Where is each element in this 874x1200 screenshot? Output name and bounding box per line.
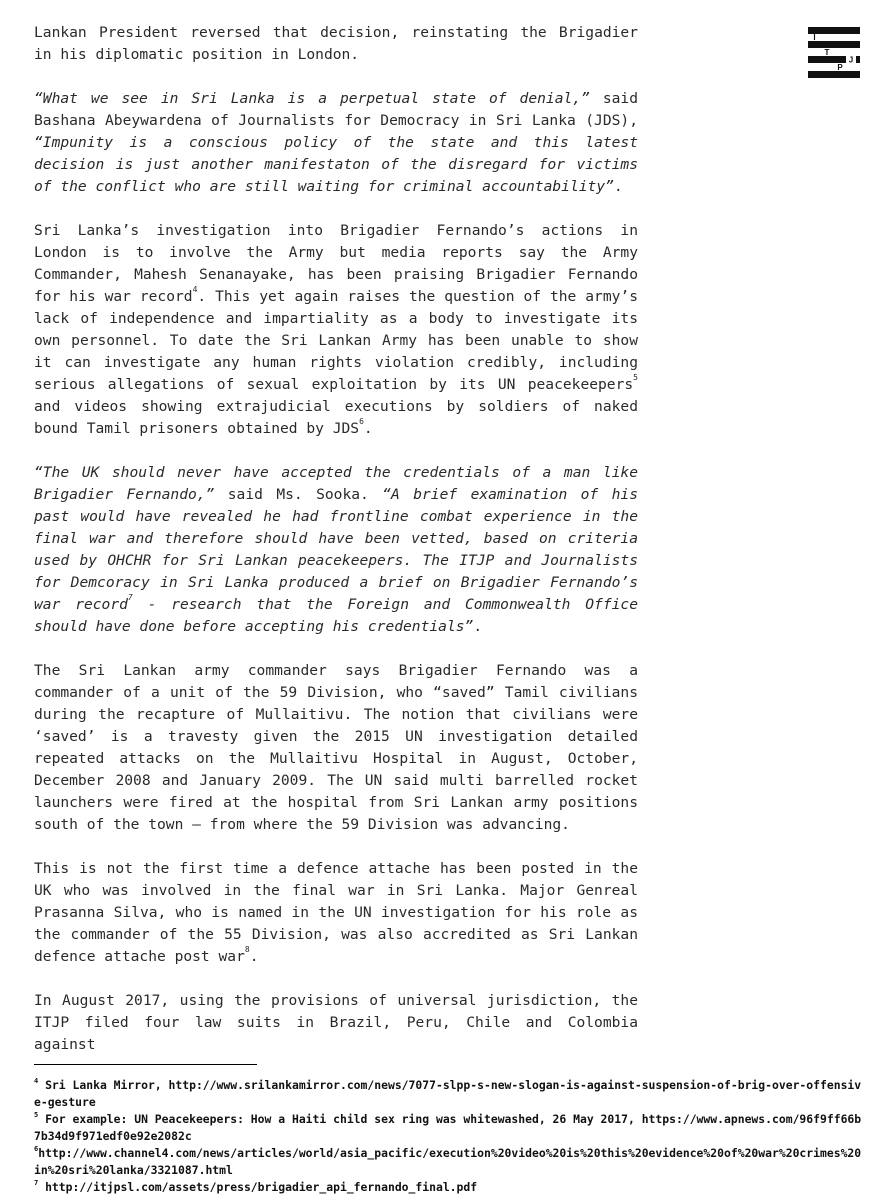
footnote-ref[interactable]: 6 <box>359 417 364 426</box>
footnote-ref[interactable]: 7 <box>127 593 133 602</box>
logo-letter-j: J <box>848 55 854 65</box>
punct: . <box>613 178 623 195</box>
paragraph-3 <box>34 220 638 440</box>
text-run: . This yet again raises the question of the army’s lack of independence and impartiality as a body to investigate its own personnel. To date the Sri Lankan Army has been unable to show it can investigate any human rights violation credibly, including serious allegations of sexual exploitation by its UN peacekeepers <box>34 288 638 393</box>
footnotes <box>34 1064 864 1196</box>
paragraph-5: The Sri Lankan army commander says Brigadier Fernando was a commander of a unit of the 59 Division, who “saved” Tamil civilians during the recapture of Mullaitivu. The notion that civilians were ‘saved’ is a travesty given the 2015 UN investigation detailed repeated attacks on the Mullaitivu Hospital in August, October, December 2008 and January 2009. The UN said multi barrelled rocket launchers were fired at the hospital from Sri Lankan army positions south of the town – from where the 59 Division was advancing. <box>34 662 638 833</box>
paragraph-4 <box>34 462 638 638</box>
footnote-number: 6 <box>34 1145 39 1153</box>
footnote-6[interactable] <box>34 1145 864 1179</box>
itjp-logo <box>808 27 860 79</box>
attribution: said Bashana Abeywardena of Journalists for Democracy in Sri Lanka (JDS), <box>34 90 638 129</box>
paragraph-6 <box>34 858 638 968</box>
quote: “The UK should never have accepted the credentials of a man like Brigadier Fernando,” <box>34 464 638 503</box>
footnote-text: Sri Lanka Mirror, http://www.srilankamirror.com/news/7077-slpp-s-new-slogan-is-against-suspension-of-brig-over-offensive-gesture <box>34 1078 862 1109</box>
footnote-4[interactable] <box>34 1077 864 1111</box>
quote: “Impunity is a conscious policy of the state and this latest decision is just another manifestaton of the disregard for victims of the conflict who are still waiting for criminal accountability” <box>34 134 638 195</box>
footnote-5[interactable] <box>34 1111 864 1145</box>
quote: “A brief examination of his past would have revealed he had frontline combat experience in the final war and therefore should have been vetted, based on criteria used by OHCHR for Sri Lankan peacekeepers. The ITJP and Journalists for Demcoracy in Sri Lanka produced a brief on Brigadier Fernando’s war record <box>34 486 638 613</box>
quote: - research that the Foreign and Commonwealth Office should have done before accepting his credentials” <box>34 596 638 635</box>
footnote-7[interactable] <box>34 1179 864 1196</box>
text-run: Sri Lanka’s investigation into Brigadier Fernando’s actions in London is to involve the Army but media reports say the Army Commander, Mahesh Senanayake, has been praising Brigadier Fernando for his war record <box>34 222 638 305</box>
quote: “What we see in Sri Lanka is a perpetual state of denial,” <box>34 90 590 107</box>
logo-letter-t: T <box>824 48 830 57</box>
text-run: and videos showing extrajudicial executions by soldiers of naked bound Tamil prisoners obtained by JDS <box>34 398 638 437</box>
logo-letter-p: P <box>837 63 843 72</box>
punct: . <box>363 420 373 437</box>
footnote-ref[interactable]: 8 <box>244 945 250 954</box>
footnote-number: 7 <box>34 1179 39 1187</box>
paragraph-2 <box>34 88 638 198</box>
footnote-text: http://www.channel4.com/news/articles/world/asia_pacific/execution%20video%20is%20this%20evidence%20of%20war%20crimes%20in%20sri%20lanka/3321087.html <box>34 1146 862 1177</box>
footnote-ref[interactable]: 4 <box>192 285 198 294</box>
text-run: This is not the first time a defence attache has been posted in the UK who was involved in the final war in Sri Lanka. Major Genreal Prasanna Silva, who is named in the UN investigation for his role as the commander of the 55 Division, was also accredited as Sri Lankan defence attache post war <box>34 860 638 965</box>
footnote-number: 5 <box>34 1111 39 1119</box>
paragraph-1: Lankan President reversed that decision, reinstating the Brigadier in his diplomatic position in London. <box>34 24 638 63</box>
punct: . <box>249 948 259 965</box>
footnote-divider <box>34 1064 257 1065</box>
attribution: said Ms. Sooka. <box>214 486 383 503</box>
footnote-text: For example: UN Peacekeepers: How a Haiti child sex ring was whitewashed, 26 May 2017, https://www.apnews.com/96f9ff66b7b34d9f971edf0e92e2082c <box>34 1112 862 1143</box>
paragraph-7: In August 2017, using the provisions of universal jurisdiction, the ITJP filed four law suits in Brazil, Peru, Chile and Colombia against <box>34 992 638 1053</box>
footnote-number: 4 <box>34 1077 39 1085</box>
punct: . <box>473 618 483 635</box>
footnote-ref[interactable]: 5 <box>633 373 638 382</box>
footnote-text: http://itjpsl.com/assets/press/brigadier_api_fernando_final.pdf <box>38 1180 478 1194</box>
body-text <box>34 22 638 1078</box>
logo-letter-i: I <box>813 33 816 42</box>
